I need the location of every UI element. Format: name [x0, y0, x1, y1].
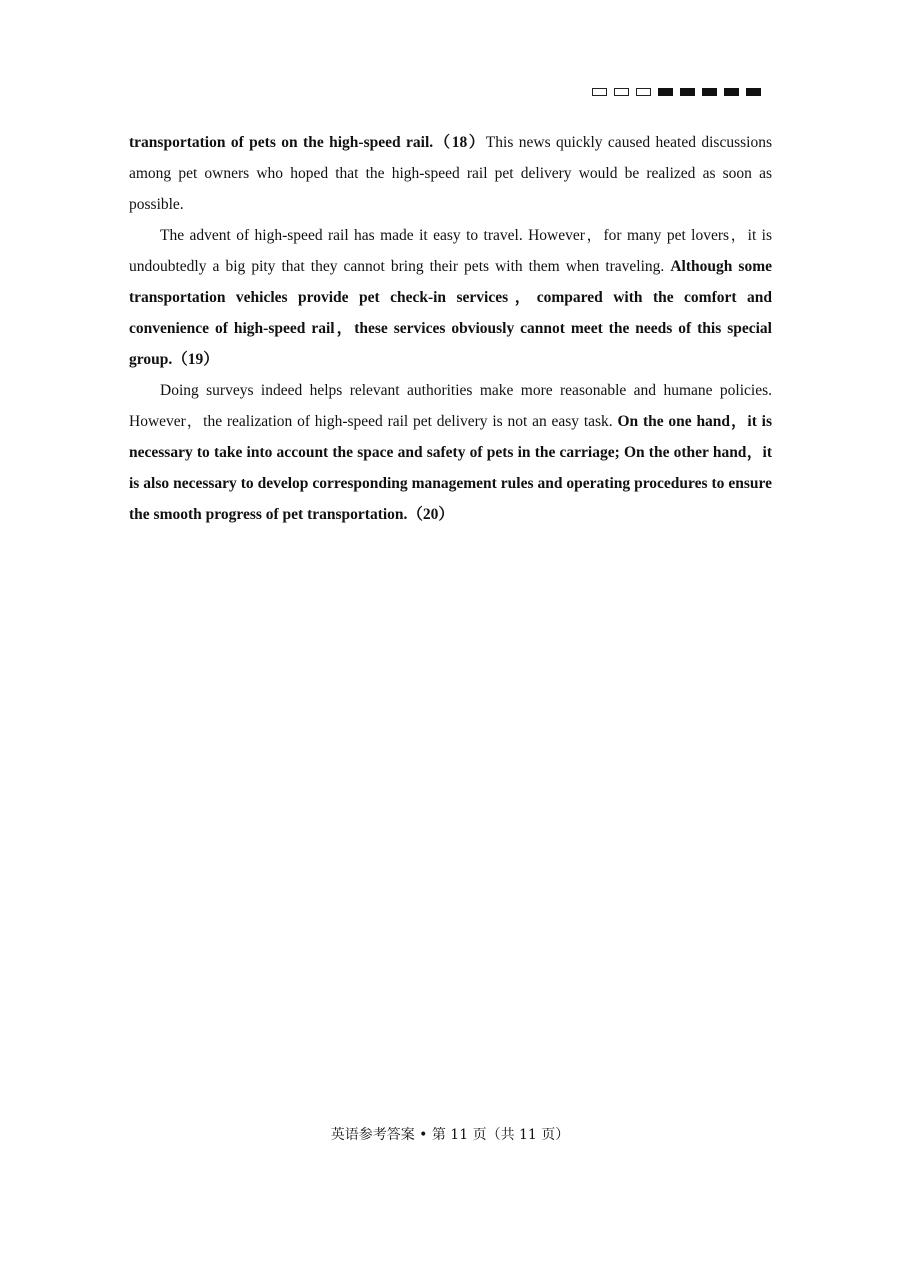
bold-answer-20: On the one hand，it is necessary to take into account the space and safety of pets in the carriage; On the other hand，it is also necessary to develop corresponding management rules and operating procedures to ensure the smooth progress of pet transportation.（20） [129, 413, 772, 523]
paragraph-1 [129, 127, 772, 220]
header-mark [680, 88, 695, 96]
bold-answer-19: Although some transportation vehicles provide pet check-in services，compared with the comfort and convenience of high-speed rail，these services obviously cannot meet the needs of this special group.（19） [129, 258, 772, 368]
header-mark [614, 88, 629, 96]
page-footer: 英语参考答案 • 第 11 页（共 11 页） [330, 1127, 570, 1143]
bold-answer-18: transportation of pets on the high-speed rail.（18） [129, 134, 486, 151]
header-mark [636, 88, 651, 96]
paragraph-3 [129, 375, 772, 530]
page-header-marks [592, 88, 761, 96]
header-mark [724, 88, 739, 96]
paragraph-text: The advent of high-speed rail has made it easy to travel. However，for many pet lovers，it is undoubtedly a big pity that they cannot bring their pets with them when traveling. [129, 227, 772, 275]
header-mark [658, 88, 673, 96]
header-mark [592, 88, 607, 96]
header-mark [746, 88, 761, 96]
paragraph-text: Doing surveys indeed helps relevant authorities make more reasonable and humane policies. However，the realization of high-speed rail pet delivery is not an easy task. [129, 382, 772, 430]
answer-text-body [129, 127, 772, 530]
paragraph-text: This news quickly caused heated discussions among pet owners who hoped that the high-speed rail pet delivery would be realized as soon as possible. [129, 134, 772, 213]
paragraph-2 [129, 220, 772, 375]
header-mark [702, 88, 717, 96]
